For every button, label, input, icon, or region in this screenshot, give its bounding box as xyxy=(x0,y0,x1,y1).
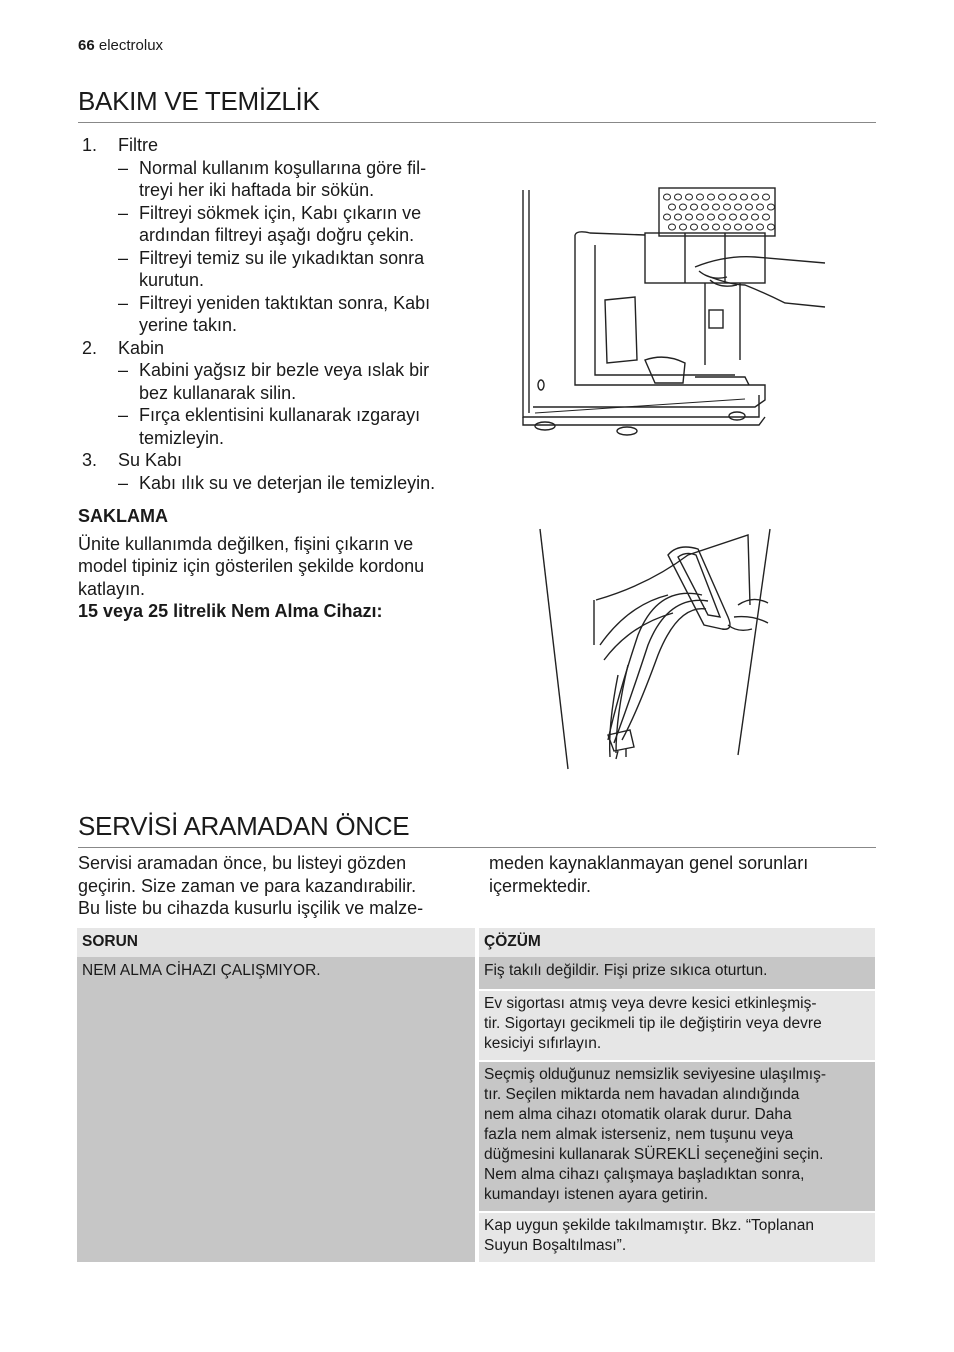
list-item: 1. Filtre xyxy=(82,135,158,155)
cord-storage-illustration xyxy=(538,525,778,775)
column-header-problem: SORUN xyxy=(77,928,475,957)
troubleshooting-title: SERVİSİ ARAMADAN ÖNCE xyxy=(78,811,410,841)
list-item: 2. Kabin xyxy=(82,337,165,358)
grille-dot xyxy=(752,194,759,200)
intro-left: Servisi aramadan önce, bu listeyi gözden geçirin. Size zaman ve para kazandırabilir. Bu liste bu cihazda kusurlu işçilik ve malze- xyxy=(78,853,424,918)
grille-dot xyxy=(691,224,698,230)
intro-right: meden kaynaklanmayan genel sorunları içermektedir. xyxy=(489,853,809,896)
grille-dot xyxy=(746,224,753,230)
table-header-row xyxy=(77,928,875,957)
grille-dot xyxy=(686,214,693,220)
grille-dot xyxy=(708,214,715,220)
brand-name: electrolux xyxy=(98,37,164,54)
grille-dot xyxy=(675,194,682,200)
grille-dot xyxy=(730,214,737,220)
grille-dot xyxy=(757,224,764,230)
grille-dot xyxy=(675,214,682,220)
list-subitem: – Filtreyi temiz su ile yıkadıktan sonra kurutun. xyxy=(118,247,425,290)
list-subitem: – Filtreyi yeniden taktıktan sonra, Kabı yerine takın. xyxy=(118,292,431,335)
troubleshooting-table xyxy=(77,928,875,1262)
model-note: 15 veya 25 litrelik Nem Alma Cihazı: xyxy=(78,601,383,621)
solution-cell: Seçmiş olduğunuz nemsizlik seviyesine ulaşılmış- tır. Seçilen miktarda nem havadan alındığında nem alma cihazı otomatik olarak durur. Daha fazla nem almak isterseniz, nem tuşunu veya düğmesini kullanarak SÜREKLİ seçeneğini seçin. Nem alma cihazı çalışmaya başladıktan sonra, kumandayı istenen ayara getirin. xyxy=(475,1060,875,1211)
grille-dot xyxy=(686,194,693,200)
page-header xyxy=(78,37,163,54)
grille-dot xyxy=(724,204,731,210)
grille-dot xyxy=(697,214,704,220)
grille-dot xyxy=(664,194,671,200)
grille-dot xyxy=(691,204,698,210)
grille-dot xyxy=(768,224,775,230)
grille-dot xyxy=(741,194,748,200)
column-header-solution: ÇÖZÜM xyxy=(475,928,875,957)
list-subitem: – Kabini yağsız bir bezle veya ıslak bir bez kullanarak silin. xyxy=(118,360,430,403)
solution-cell: Ev sigortası atmış veya devre kesici etkinleşmiş- tir. Sigortayı gecikmeli tip ile değiştirin veya devre kesiciyi sıfırlayın. xyxy=(475,989,875,1060)
grille-dot xyxy=(713,224,720,230)
filter-removal-illustration xyxy=(515,185,827,440)
grille-dot xyxy=(702,204,709,210)
grille-dot xyxy=(708,194,715,200)
grille-dot xyxy=(697,194,704,200)
grille-dot xyxy=(719,214,726,220)
solution-cell: Kap uygun şekilde takılmamıştır. Bkz. “Toplanan Suyun Boşaltılması”. xyxy=(475,1211,875,1262)
grille-dot xyxy=(680,204,687,210)
title-rule xyxy=(78,847,876,848)
grille-dot xyxy=(669,204,676,210)
grille-dot xyxy=(724,224,731,230)
grille-dot xyxy=(680,224,687,230)
grille-dot xyxy=(664,214,671,220)
problem-cell: NEM ALMA CİHAZI ÇALIŞMIYOR. xyxy=(77,957,475,1262)
table-row xyxy=(77,957,875,989)
list-subitem: – Kabı ılık su ve deterjan ile temizleyin. xyxy=(118,472,436,493)
storage-section xyxy=(78,505,468,623)
grille-dot xyxy=(763,194,770,200)
grille-dot xyxy=(757,204,764,210)
grille-dot xyxy=(746,204,753,210)
storage-text: Ünite kullanımda değilken, fişini çıkarın ve model tipiniz için gösterilen şekilde kordonu katlayın. xyxy=(78,533,425,599)
title-rule xyxy=(78,122,876,123)
list-subitem: – Filtreyi sökmek için, Kabı çıkarın ve ardından filtreyi aşağı doğru çekin. xyxy=(118,202,422,245)
grille-dot xyxy=(735,204,742,210)
grille-dot xyxy=(713,204,720,210)
grille-dot xyxy=(719,194,726,200)
grille-dot xyxy=(702,224,709,230)
list-subitem: – Fırça eklentisini kullanarak ızgarayı temizleyin. xyxy=(118,405,421,448)
maintenance-title: BAKIM VE TEMİZLİK xyxy=(78,86,320,116)
list-item: 3. Su Kabı xyxy=(82,450,183,470)
grille-dot xyxy=(768,204,775,210)
grille-dot xyxy=(735,224,742,230)
grille-dot xyxy=(730,194,737,200)
solution-cell: Fiş takılı değildir. Fişi prize sıkıca oturtun. xyxy=(475,957,875,989)
maintenance-list xyxy=(78,134,468,494)
grille-dot xyxy=(669,224,676,230)
list-subitem: – Normal kullanım koşullarına göre fil- treyi her iki haftada bir sökün. xyxy=(118,157,427,200)
grille-dot xyxy=(752,214,759,220)
storage-title: SAKLAMA xyxy=(78,506,168,526)
grille-dot xyxy=(763,214,770,220)
grille-dot xyxy=(741,214,748,220)
page-number: 66 xyxy=(78,37,95,54)
